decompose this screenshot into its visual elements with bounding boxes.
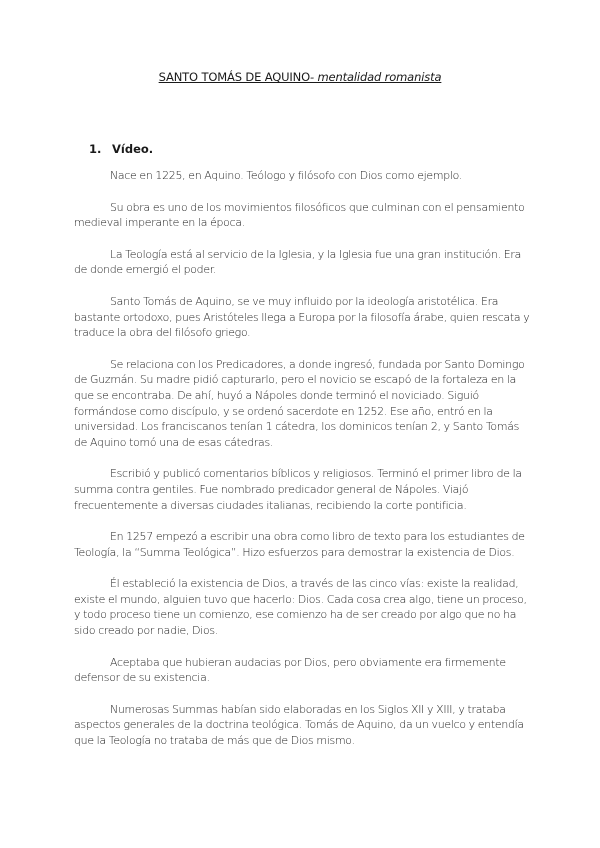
paragraph: Se relaciona con los Predicadores, a donde ingresó, fundada por Santo Domingo de Guzmán. Su madre pidió capturarlo, pero el novicio se escapó de la fortaleza en la que se encontraba. De ahí, huyó a Nápoles donde terminó el noviciado. Siguió formándose como discípulo, y se ordenó sacerdote en 1252. Ese año, entró en la universidad. Los franciscanos tenían 1 cátedra, los dominicos tenían 2, y Santo Tomás de Aquino tomó una de esas cátedras. (74, 357, 525, 449)
paragraph: Nace en 1225, en Aquino. Teólogo y filósofo con Dios como ejemplo. (110, 169, 463, 182)
paragraph: Aceptaba que hubieran audacias por Dios, pero obviamente era firmemente defensor de su existencia. (74, 655, 506, 685)
paragraph: La Teología está al servicio de la Iglesia, y la Iglesia fue una gran institución. Era de donde emergió el poder. (74, 247, 522, 277)
paragraph: Santo Tomás de Aquino, se ve muy influido por la ideología aristotélica. Era bastante ortodoxo, pues Aristóteles llega a Europa por la filosofía árabe, quien rescata y traduce la obra del filósofo griego. (74, 294, 530, 340)
paragraph: Escribió y publicó comentarios bíblicos y religiosos. Terminó el primer libro de la summa contra gentiles. Fue nombrado predicador general de Nápoles. Viajó frecuentemente a diversas ciudades italianas, recibiendo la corte pontificia. (74, 467, 522, 512)
section-heading (89, 141, 153, 157)
title-main: SANTO TOMÁS DE AQUINO (158, 70, 310, 84)
paragraph: Numerosas Summas habían sido elaboradas en los Siglos XII y XIII, y trataba aspectos generales de la doctrina teológica. Tomás de Aquino, da un vuelco y entendía que la Teología no trataba de más que de Dios mismo. (74, 702, 524, 748)
paragraph: En 1257 empezó a escribir una obra como libro de texto para los estudiantes de Teología, la “Summa Teológica”. Hizo esfuerzos para demostrar la existencia de Dios. (74, 530, 525, 559)
section-number: 1. (89, 142, 102, 156)
title-subtitle: - mentalidad romanista (309, 70, 442, 84)
paragraph: Su obra es uno de los movimientos filosóficos que culminan con el pensamiento medieval imperante en la época. (74, 200, 525, 230)
paragraph: Él estableció la existencia de Dios, a través de las cinco vías: existe la realidad, existe el mundo, alguien tuvo que hacerlo: Dios. Cada cosa crea algo, tiene un proceso, y todo proceso tiene un comienzo, ese comienzo ha de ser creado por algo que no ha sido creado por nadie, Dios. (74, 577, 527, 638)
document-title (0, 69, 600, 85)
section-label: Vídeo. (112, 142, 154, 156)
document-body (74, 168, 534, 765)
